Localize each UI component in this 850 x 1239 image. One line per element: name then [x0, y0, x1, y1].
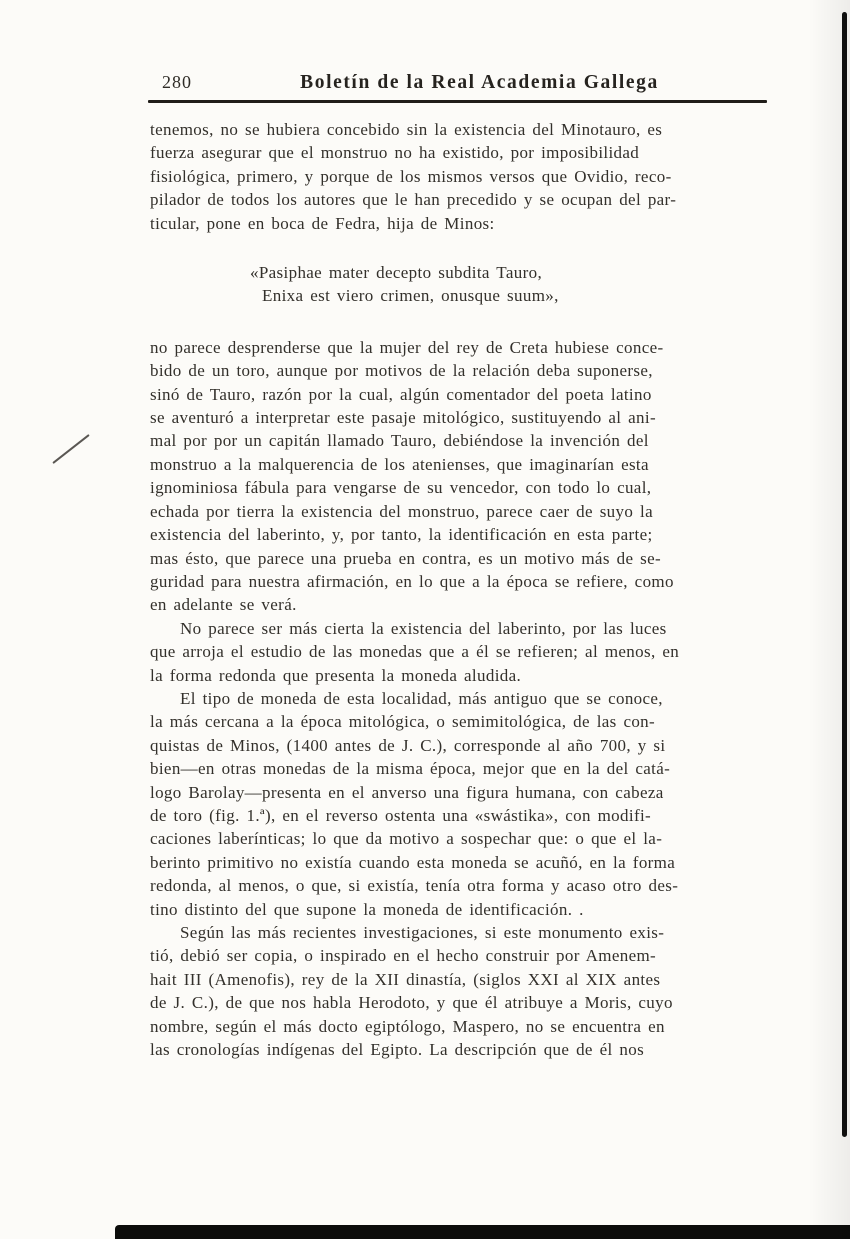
text-line: fisiológica, primero, y porque de los mismos versos que Ovidio, reco- — [150, 166, 672, 186]
scan-edge-shadow-bottom — [115, 1225, 850, 1239]
text-line: fuerza asegurar que el monstruo no ha existido, por imposibilidad — [150, 143, 640, 163]
paragraph-2 — [150, 336, 790, 617]
paragraph-5 — [150, 921, 790, 1061]
text-line: se aventuró a interpretar este pasaje mitológico, sustituyendo al ani- — [150, 408, 656, 428]
text-line: berinto primitivo no existía cuando esta moneda se acuñó, en la forma — [150, 852, 676, 872]
text-line: mas ésto, que parece una prueba en contra, es un motivo más de se- — [150, 548, 662, 568]
text-line: Enixa est viero crimen, onusque suum», — [262, 286, 559, 306]
text-line: que arroja el estudio de las monedas que a él se refieren; al menos, en — [150, 642, 680, 662]
text-line: sinó de Tauro, razón por la cual, algún comentador del poeta latino — [150, 384, 652, 404]
text-line: ticular, pone en boca de Fedra, hija de Minos: — [150, 213, 495, 233]
text-line: bido de un toro, aunque por motivos de la relación deba suponerse, — [150, 361, 653, 381]
text-line: caciones laberínticas; lo que da motivo a sospechar que: o que el la- — [150, 829, 663, 849]
text-line: hait III (Amenofis), rey de la XII dinastía, (siglos XXI al XIX antes — [150, 969, 661, 989]
text-line: de toro (fig. 1.ª), en el reverso ostenta una «swástika», con modifi- — [150, 805, 652, 825]
text-line: no parece desprenderse que la mujer del rey de Creta hubiese conce- — [150, 337, 664, 357]
text-line: bien—en otras monedas de la misma época, mejor que en la del catá- — [150, 759, 671, 779]
text-line: Según las más recientes investigaciones, si este monumento exis- — [180, 923, 665, 942]
header-rule — [148, 100, 767, 103]
paragraph-1 — [150, 118, 790, 235]
text-line: la forma redonda que presenta la moneda aludida. — [150, 665, 522, 685]
text-line: redonda, al menos, o que, si existía, tenía otra forma y acaso otro des- — [150, 876, 679, 896]
page-header — [150, 72, 767, 94]
text-line: mal por por un capitán llamado Tauro, debiéndose la invención del — [150, 431, 649, 451]
text-line: echada por tierra la existencia del monstruo, parece caer de suyo la — [150, 501, 653, 521]
paragraph-4 — [150, 687, 790, 921]
text-line: guridad para nuestra afirmación, en lo que a la época se refiere, como — [150, 571, 674, 591]
text-line: la más cercana a la época mitológica, o semimitológica, de las con- — [150, 712, 656, 732]
text-line: monstruo a la malquerencia de los atenienses, que imaginarían esta — [150, 454, 649, 474]
verse-quote — [250, 261, 790, 308]
text-line: pilador de todos los autores que le han precedido y se ocupan del par- — [150, 190, 677, 210]
page-body — [150, 118, 790, 1061]
text-line: «Pasiphae mater decepto subdita Tauro, — [250, 263, 543, 283]
text-line: tió, debió ser copia, o inspirado en el hecho construir por Amenem- — [150, 946, 657, 966]
text-line: en adelante se verá. — [150, 595, 297, 615]
paragraph-3 — [150, 617, 790, 687]
scan-edge-shadow-right — [842, 12, 847, 1137]
text-line: ignominiosa fábula para vengarse de su vencedor, con todo lo cual, — [150, 478, 652, 498]
text-line: logo Barolay—presenta en el anverso una figura humana, con cabeza — [150, 782, 664, 802]
text-line: El tipo de moneda de esta localidad, más antiguo que se conoce, — [180, 688, 663, 708]
text-line: No parece ser más cierta la existencia del laberinto, por las luces — [180, 618, 667, 638]
text-line: tino distinto del que supone la moneda de identificación. . — [150, 899, 584, 919]
text-line: quistas de Minos, (1400 antes de J. C.), corresponde al año 700, y si — [150, 735, 666, 755]
text-line: nombre, según el más docto egiptólogo, Maspero, no se encuentra en — [150, 1016, 665, 1036]
page-number: 280 — [162, 72, 192, 92]
text-line: existencia del laberinto, y, por tanto, la identificación en esta parte; — [150, 525, 653, 545]
handwritten-slash-mark — [52, 434, 89, 464]
text-line: de J. C.), de que nos habla Herodoto, y que él atribuye a Moris, cuyo — [150, 993, 673, 1013]
journal-title: Boletín de la Real Academia Gallega — [300, 72, 659, 93]
text-line: las cronologías indígenas del Egipto. La descripción que de él nos — [150, 1040, 645, 1060]
text-line: tenemos, no se hubiera concebido sin la existencia del Minotauro, es — [150, 120, 663, 139]
